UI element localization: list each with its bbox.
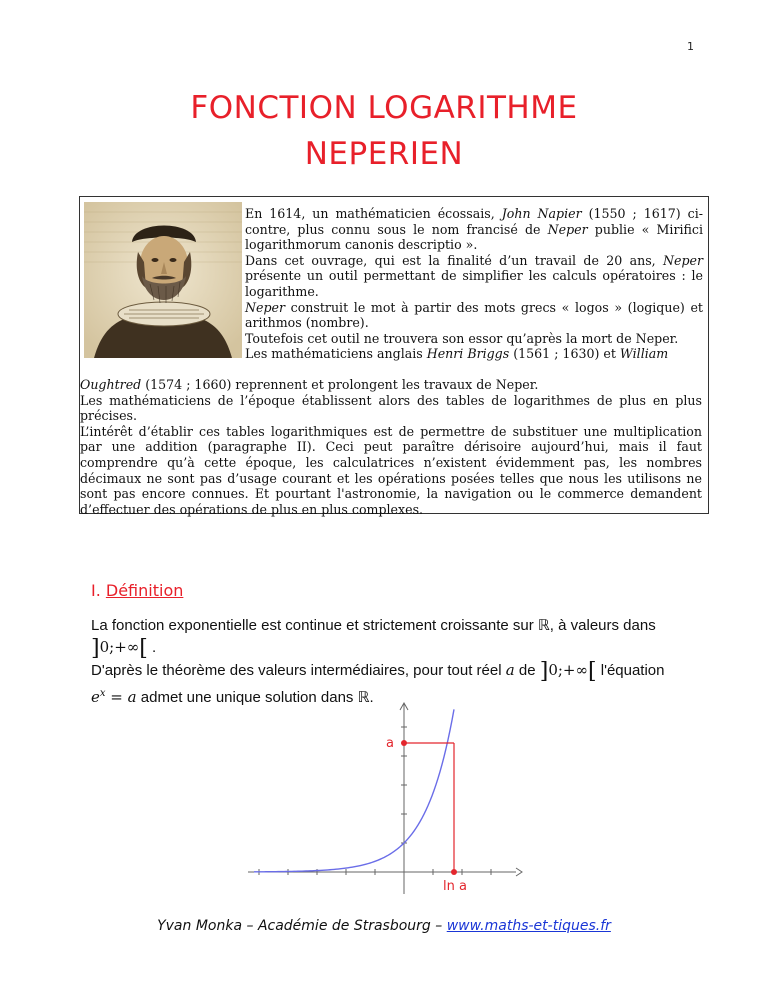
intro-sentence-1: En 1614, un mathématicien écossais, John Napier (1550 ; 1617) ci-contre, plus connu sous le nom francisé de Neper publie « Mirifici logarithmorum canonis descriptio ». — [245, 206, 704, 253]
intro-sentence-4: Toutefois cet outil ne trouvera son essor qu’après la mort de Neper. — [245, 330, 679, 346]
intro-sentence-6: Oughtred (1574 ; 1660) reprennent et prolongent les travaux de Neper. — [80, 377, 539, 392]
title-line-1: FONCTION LOGARITHME — [190, 90, 578, 126]
intro-paragraph-right — [245, 206, 703, 362]
definition-interval: ]0;+∞[ . — [91, 636, 157, 661]
exponential-graph — [246, 700, 526, 896]
intro-paragraph-full — [80, 377, 702, 517]
a-point — [401, 740, 407, 746]
intro-sentence-8: L’intérêt d’établir ces tables logarithmiques est de permettre de substituer une multiplication par une addition (paragraphe II). Ceci peut paraître dérisoire aujourd’hui, mais il faut comprendre qu’à cette époque, les calculatrices n’existent évidemment pas, les nombres décimaux ne sont pas d’usage courant et les opérations posées telles que nous les utilisons ne sont pas encore connues. Et pourtant l'astronomie, la navigation ou le commerce demandent d’effectuer des opérations de plus en plus complexes. — [80, 423, 702, 517]
exponential-curve — [254, 709, 454, 871]
title-line-2: NEPERIEN — [304, 136, 464, 172]
intro-sentence-5: Les mathématiciens anglais Henri Briggs (1561 ; 1630) et William — [245, 346, 669, 362]
ln-a-label: ln a — [443, 879, 467, 894]
footer-link[interactable]: www.maths-et-tiques.fr — [446, 918, 611, 934]
definition-line-2: D'après le théorème des valeurs intermédiaires, pour tout réel a de ]0;+∞[ l'équation — [91, 659, 665, 684]
a-label: a — [386, 736, 394, 751]
page-number: 1 — [687, 40, 694, 53]
intro-sentence-2: Dans cet ouvrage, qui est la finalité d’un travail de 20 ans, Neper présente un outil permettant de simplifier les calculs opératoires : le logarithme. — [245, 252, 703, 299]
definition-line-1: La fonction exponentielle est continue et strictement croissante sur ℝ, à valeurs dans — [91, 617, 656, 634]
intro-sentence-3: Neper construit le mot à partir des mots grecs « logos » (logique) et arithmos (nombre). — [245, 299, 703, 331]
definition-line-3: $e^x = a$ admet une unique solution dans ℝ. — [91, 688, 374, 706]
axis-ticks — [259, 727, 491, 875]
portrait-image — [84, 202, 242, 358]
footer: Yvan Monka – Académie de Strasbourg – www.maths-et-tiques.fr — [157, 918, 611, 934]
x-axis-arrow — [516, 868, 522, 876]
section-title: I. Définition — [91, 581, 184, 600]
intro-sentence-7: Les mathématiciens de l’époque établissent alors des tables de logarithmes de plus en plus précises. — [80, 392, 702, 424]
ln-a-point — [451, 869, 457, 875]
